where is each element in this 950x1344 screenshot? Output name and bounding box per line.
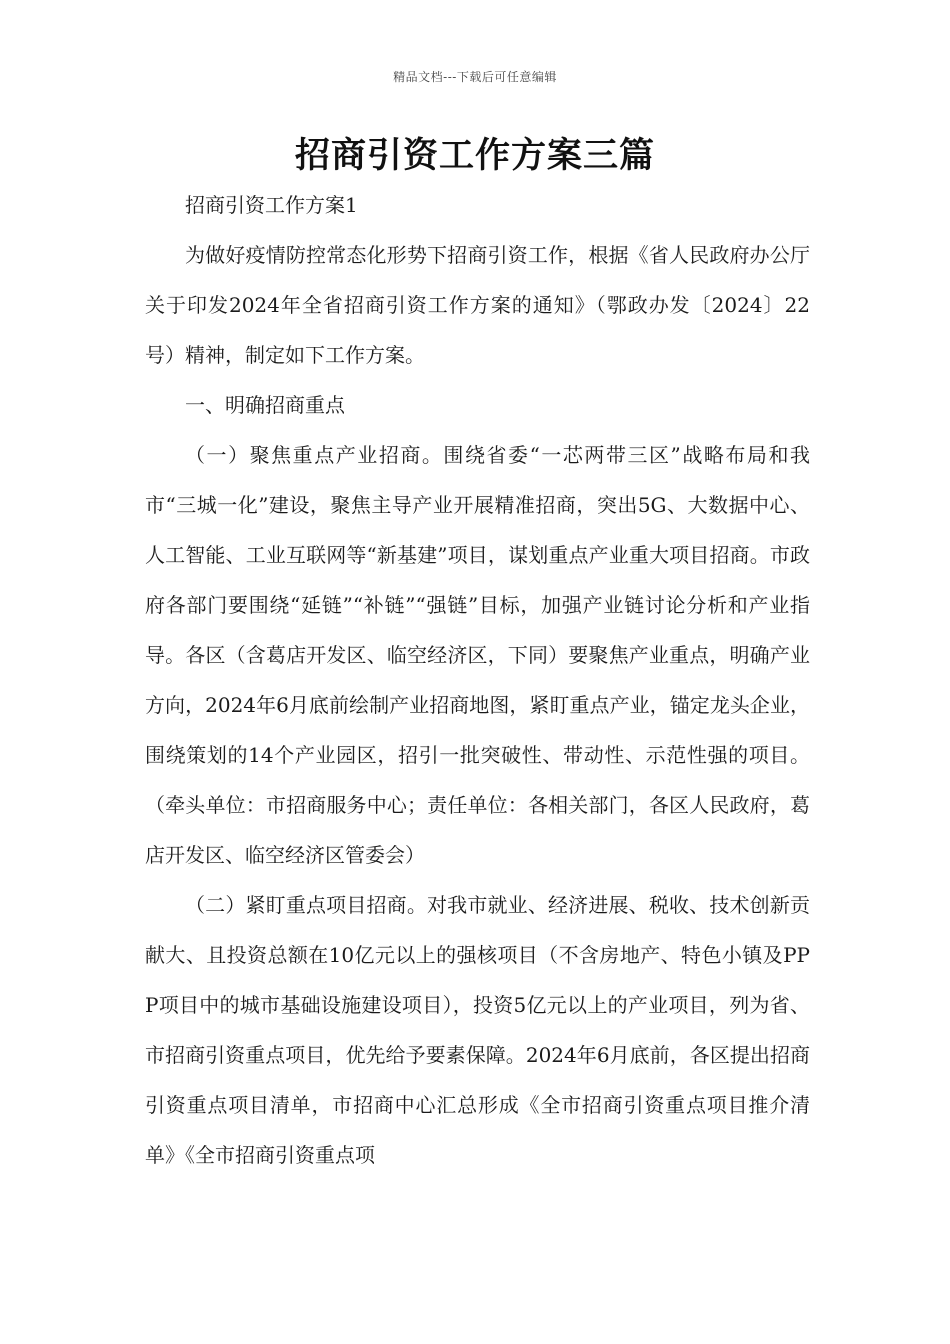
paragraph-intro: 为做好疫情防控常态化形势下招商引资工作，根据《省人民政府办公厅关于印发2024年全省招商引资工作方案的通知》（鄂政办发〔2024〕22号）精神，制定如下工作方案。 <box>145 243 810 367</box>
document-body <box>145 180 810 1180</box>
document-title: 招商引资工作方案三篇 <box>294 135 655 176</box>
paragraph-item-2: （二）紧盯重点项目招商。对我市就业、经济进展、税收、技术创新贡献大、且投资总额在10亿元以上的强核项目（不含房地产、特色小镇及PPP项目中的城市基础设施建设项目），投资5亿元以上的产业项目，列为省、市招商引资重点项目，优先给予要素保障。2024年6月底前，各区提出招商引资重点项目清单，市招商中心汇总形成《全市招商引资重点项目推介清单》《全市招商引资重点项 <box>145 893 810 1167</box>
section-heading: 一、明确招商重点 <box>185 393 345 417</box>
header-note: 精品文档---下载后可任意编辑 <box>393 70 557 84</box>
paragraph-item-1: （一）聚焦重点产业招商。围绕省委“一芯两带三区”战略布局和我市“三城一化”建设，聚焦主导产业开展精准招商，突出5G、大数据中心、人工智能、工业互联网等“新基建”项目，谋划重点产业重大项目招商。市政府各部门要围绕“延链”“补链”“强链”目标，加强产业链讨论分析和产业指导。各区（含葛店开发区、临空经济区，下同）要聚焦产业重点，明确产业方向，2024年6月底前绘制产业招商地图，紧盯重点产业，锚定龙头企业，围绕策划的14个产业园区，招引一批突破性、带动性、示范性强的项目。（牵头单位：市招商服务中心；责任单位：各相关部门，各区人民政府，葛店开发区、临空经济区管委会） <box>145 443 810 867</box>
paragraph-subtitle: 招商引资工作方案1 <box>185 193 358 217</box>
